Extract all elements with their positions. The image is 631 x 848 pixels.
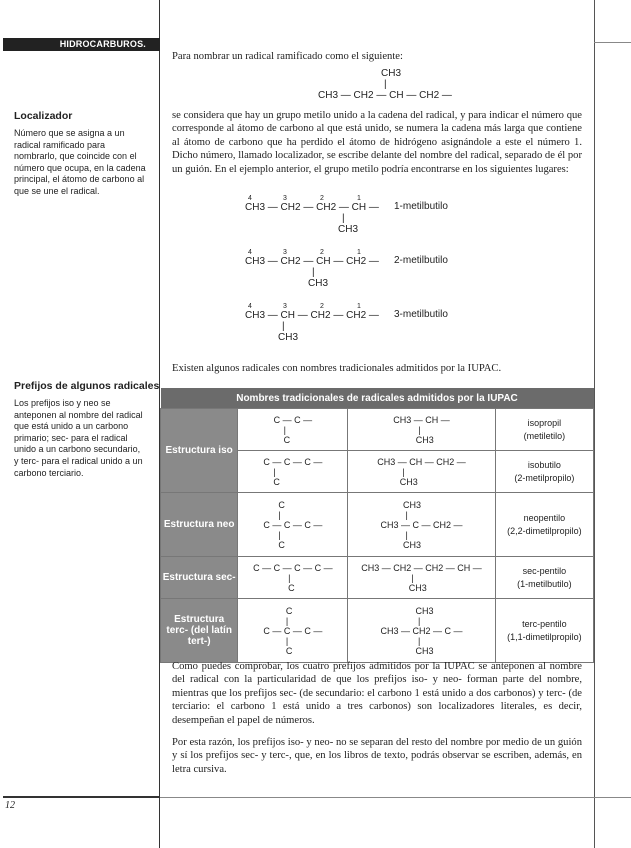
struct-skeleton: C | C — C — C — | C: [263, 605, 323, 656]
formula-text: CH3 — CH — CH2 — | CH3: [377, 456, 466, 487]
table-row: [161, 409, 594, 451]
formula-cell: [348, 409, 495, 451]
row-label-neo: Estructura neo: [161, 493, 238, 557]
name-cell: [495, 557, 593, 599]
formula-cell: [348, 493, 495, 557]
struct-skeleton: C — C — C — C — | C: [253, 562, 333, 593]
example-2-name: 2-metilbutilo: [394, 255, 448, 266]
example-3-bond: |: [282, 321, 285, 332]
localizador-title: Localizador: [14, 110, 73, 122]
footer-bar: [3, 796, 159, 798]
radical-systematic-name: (2-metilpropilo): [514, 472, 575, 483]
example-1-bond: |: [342, 213, 345, 224]
prefijos-title: Prefijos de algunos radicales: [14, 380, 160, 392]
table-row: [161, 599, 594, 663]
struct-cell: [238, 557, 348, 599]
row-label-iso: Estructura iso: [161, 409, 238, 493]
prefix-separation-paragraph: Por esta razón, los prefijos iso- y neo- no se separan del resto del nombre por medio de un guión y sí los prefijos sec- y terc-, que, en los libros de texto, podrás observar se escriben, además, en letra cursiva.: [172, 737, 582, 775]
struct-cell: [238, 409, 348, 451]
struct-cell: [238, 493, 348, 557]
localizador-paragraph: se considera que hay un grupo metilo unido a la cadena del radical, y para indicar el número que corresponde al átomo de carbono al que está unido, se numera la cadena más larga que contiene al átomo de carbono que ha perdido el átomo de hidrógeno asignándole a este el número 1. Dicho número, llamado localizador, se escribe delante del nombre del radical, separado de él por un guión. En el ejemplo anterior, el grupo metilo podría encontrarse en los siguientes lugares:: [172, 110, 582, 175]
table-header-row: [161, 388, 594, 409]
formula-cell: [348, 451, 495, 493]
radical-name: isobutilo: [527, 459, 561, 470]
table-row: [161, 557, 594, 599]
example-2-branch: CH3: [308, 278, 329, 289]
example-2-locants: 4 3 2 1: [248, 249, 361, 256]
name-cell: [495, 409, 593, 451]
example-1-branch: CH3: [338, 224, 359, 235]
radical-name: isopropil: [527, 417, 562, 428]
intro-paragraph: Para nombrar un radical ramificado como el siguiente:: [172, 51, 403, 62]
intro-formula-bond: |: [384, 79, 387, 90]
example-3-locants: 4 3 2 1: [248, 303, 361, 310]
example-3-formula: CH3 — CH — CH2 — CH2 —: [245, 310, 379, 321]
struct-cell: [238, 599, 348, 663]
intro-formula-branch: CH3: [381, 68, 402, 79]
section-banner: HIDROCARBUROS. GENERALIDADES: [3, 38, 160, 51]
table-row: [161, 493, 594, 557]
example-2-formula: CH3 — CH2 — CH — CH2 —: [245, 256, 379, 267]
radical-systematic-name: (2,2-dimetilpropilo): [507, 525, 582, 536]
formula-text: CH3 | CH3 — CH2 — C — | CH3: [380, 605, 463, 656]
radical-systematic-name: (metiletilo): [523, 430, 566, 441]
formula-text: CH3 | CH3 — C — CH2 — | CH3: [380, 499, 463, 550]
top-right-rule: [594, 42, 631, 43]
formula-text: CH3 — CH2 — CH2 — CH — | CH3: [361, 562, 482, 593]
struct-skeleton: C — C — | C: [273, 414, 313, 445]
example-1-name: 1-metilbutilo: [394, 201, 448, 212]
struct-cell: [238, 451, 348, 493]
prefix-explanation-paragraph: Como puedes comprobar, los cuatro prefijos admitidos por la IUPAC se anteponen al nombre del radical con la particularidad de que los prefijos iso- y neo- forman parte del nombre, mientras que los prefijos sec- (de secundario: el carbono 1 está unido a dos carbonos) y terc- (de terciario: el carbono 1 está unido a tres carbonos) son localizadores literales, es decir, desempeñan el papel de números.: [172, 661, 582, 726]
row-label-sec: Estructura sec-: [161, 557, 238, 599]
radical-name: terc-pentilo: [522, 618, 567, 629]
radical-name: sec-pentilo: [522, 565, 567, 576]
bottom-rule: [160, 797, 631, 798]
struct-skeleton: C | C — C — C — | C: [263, 499, 323, 550]
example-3-name: 3-metilbutilo: [394, 309, 448, 320]
struct-skeleton: C — C — C — | C: [263, 456, 323, 487]
radical-name: neopentilo: [523, 512, 566, 523]
formula-cell: [348, 557, 495, 599]
name-cell: [495, 599, 593, 663]
radical-systematic-name: (1,1-dimetilpropilo): [507, 631, 582, 642]
localizador-text: Número que se asigna a un radical ramificado para nombrarlo, que coincide con el número que ocupa, en la cadena principal, el átomo de carbono al que se une el radical.: [14, 128, 146, 196]
page-number: 12: [5, 800, 15, 811]
iupac-intro-paragraph: Existen algunos radicales con nombres tradicionales admitidos por la IUPAC.: [172, 363, 502, 374]
example-2-bond: |: [312, 267, 315, 278]
row-label-terc: Estructura terc- (del latín tert-): [161, 599, 238, 663]
radical-systematic-name: (1-metilbutilo): [517, 578, 572, 589]
example-1-locants: 4 3 2 1: [248, 195, 361, 202]
name-cell: [495, 493, 593, 557]
example-3-branch: CH3: [278, 332, 299, 343]
radicals-table: [160, 388, 594, 663]
prefijos-text: Los prefijos iso y neo se anteponen al nombre del radical que está unido a un carbono primario; sec- para el radical unido a un carbono secundario, y terc- para el radical unido a un carbono terciario.: [14, 398, 143, 478]
right-edge-line: [594, 0, 595, 848]
formula-cell: [348, 599, 495, 663]
table-title: Nombres tradicionales de radicales admitidos por la IUPAC: [161, 388, 594, 409]
example-1-formula: CH3 — CH2 — CH2 — CH —: [245, 202, 379, 213]
name-cell: [495, 451, 593, 493]
intro-formula: CH3 — CH2 — CH — CH2 —: [318, 90, 452, 101]
formula-text: CH3 — CH — | CH3: [393, 414, 450, 445]
